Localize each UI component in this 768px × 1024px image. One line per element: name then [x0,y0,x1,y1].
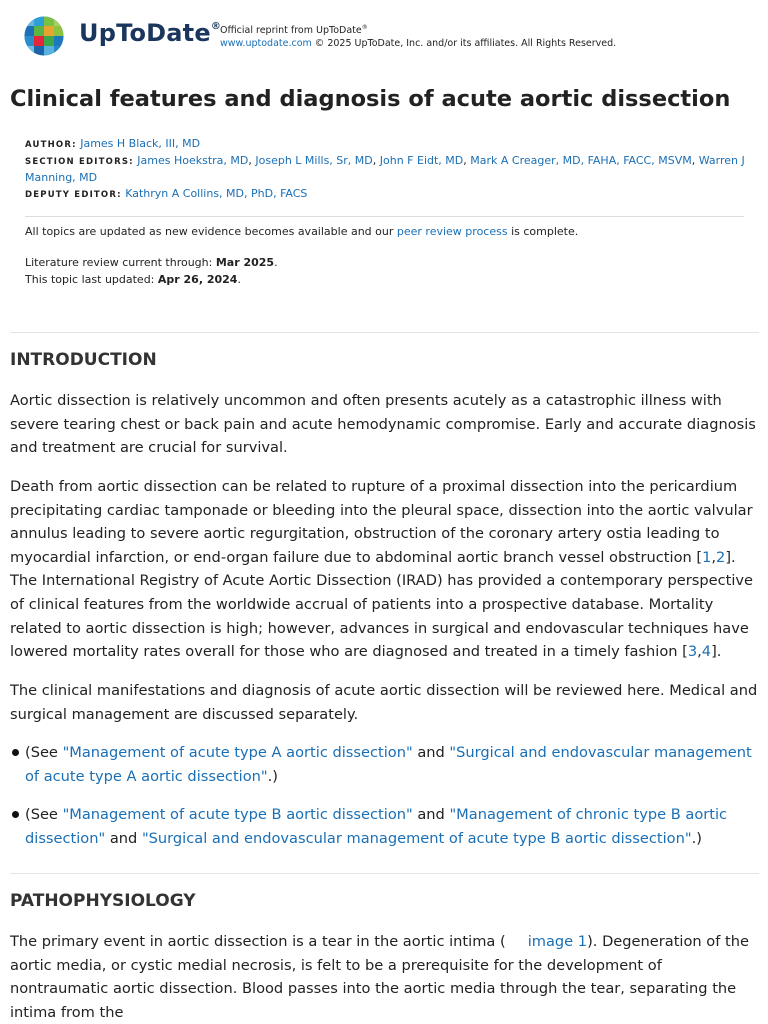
meta-divider [25,216,744,217]
topic-link[interactable]: "Management of acute type B aortic dissection" [62,806,413,823]
editor-link[interactable]: Mark A Creager, MD, FAHA, FACC, MSVM [470,154,692,167]
image-icon [510,937,524,947]
section-divider [10,873,759,874]
site-link[interactable]: www.uptodate.com [220,38,312,50]
editor-link[interactable]: Warren J Manning, MD [25,154,745,184]
reference-link[interactable]: 2 [716,548,726,566]
reference-link[interactable]: 3 [687,643,698,661]
peer-review-link[interactable]: peer review process [396,225,508,238]
uptodate-logo-icon[interactable] [24,16,64,56]
copyright-text: © 2025 UpToDate, Inc. and/or its affiliates. All Rights Reserved. [311,38,617,50]
section-heading-pathophysiology: PATHOPHYSIOLOGY [10,891,196,911]
topic-link[interactable]: "Management of chronic type B aortic dissection" [25,806,728,847]
section-divider [10,332,759,333]
author-link[interactable]: James H Black, III, MD [80,137,201,150]
reference-link[interactable]: 1 [702,548,712,566]
reference-link[interactable]: 4 [701,643,712,661]
editor-link[interactable]: John F Eidt, MD [379,154,464,167]
deputy-editor-label: DEPUTY EDITOR: [25,190,122,200]
list-item: (See "Management of acute type A aortic dissection" and "Surgical and endovascular management of acute type A aortic dissection".) [25,741,763,788]
pathophysiology-paragraph: The primary event in aortic dissection is a tear in the aortic intima ( image 1). Degeneration of the aortic media, or cystic medial necrosis, is felt to be a prerequisite for the development of nontraumatic aortic dissection. Blood passes into the aortic media through the tear, separating the intima from the [10,933,749,1021]
bullet-icon [12,811,19,818]
reprint-notice: Official reprint from UpToDate® www.uptodate.com © 2025 UpToDate, Inc. and/or its affiliates. All Rights Reserved. [220,24,617,50]
editor-link[interactable]: James Hoekstra, MD [137,154,249,167]
intro-paragraph: The clinical manifestations and diagnosis of acute aortic dissection will be reviewed here. Medical and surgical management are discussed separately. [10,682,758,723]
author-label: AUTHOR: [25,140,77,150]
brand-name[interactable]: UpToDate® [79,19,222,47]
article-meta: AUTHOR: James H Black, III, MD SECTION EDITORS: James Hoekstra, MD, Joseph L Mills, Sr, MD, John F Eidt, MD, Mark A Creager, MD, FAHA, FACC, MSVM, Warren J Manning, MD DEPUTY EDITOR: Kathryn A Collins, MD, PhD, FACS [25,137,745,200]
topic-link[interactable]: "Surgical and endovascular management of acute type A aortic dissection" [25,744,752,785]
last-updated-date: Apr 26, 2024 [157,273,238,286]
section-editors-label: SECTION EDITORS: [25,157,134,167]
literature-review-date: Mar 2025 [215,256,275,269]
deputy-editor-link[interactable]: Kathryn A Collins, MD, PhD, FACS [125,187,308,200]
intro-paragraph: Death from aortic dissection can be related to rupture of a proximal dissection into the pericardium precipitating cardiac tamponade or bleeding into the pleural space, dissection into the aortic valvular annulus leading to severe aortic regurgitation, obstruction of the coronary artery ostia leading to myocardial infarction, or end-organ failure due to abdominal aortic branch vessel obstruction [1,2]. The International Registry of Acute Aortic Dissection (IRAD) has provided a contemporary perspective of clinical features from the worldwide accrual of patients into a prospective database. Mortality related to aortic dissection is high; however, advances in surgical and endovascular techniques have lowered mortality rates overall for those who are diagnosed and treated in a timely fashion [3,4]. [10,478,754,661]
site-header [24,14,744,56]
section-heading-introduction: INTRODUCTION [10,350,157,370]
image-link[interactable]: image 1 [527,933,588,950]
bullet-icon [12,749,19,756]
page-title: Clinical features and diagnosis of acute aortic dissection [10,86,731,112]
review-dates: Literature review current through: Mar 2025. This topic last updated: Apr 26, 2024. [25,256,278,286]
update-notice: All topics are updated as new evidence becomes available and our peer review process is complete. [25,225,579,238]
intro-paragraph: Aortic dissection is relatively uncommon and often presents acutely as a catastrophic illness with severe tearing chest or back pain and acute hemodynamic compromise. Early and accurate diagnosis and treatment are crucial for survival. [10,392,756,457]
editor-link[interactable]: Joseph L Mills, Sr, MD [255,154,373,167]
topic-link[interactable]: "Management of acute type A aortic dissection" [62,744,413,761]
topic-link[interactable]: "Surgical and endovascular management of acute type B aortic dissection" [141,829,692,847]
list-item: (See "Management of acute type B aortic dissection" and "Management of chronic type B aortic dissection" and "Surgical and endovascular management of acute type B aortic dissection".) [25,803,763,850]
